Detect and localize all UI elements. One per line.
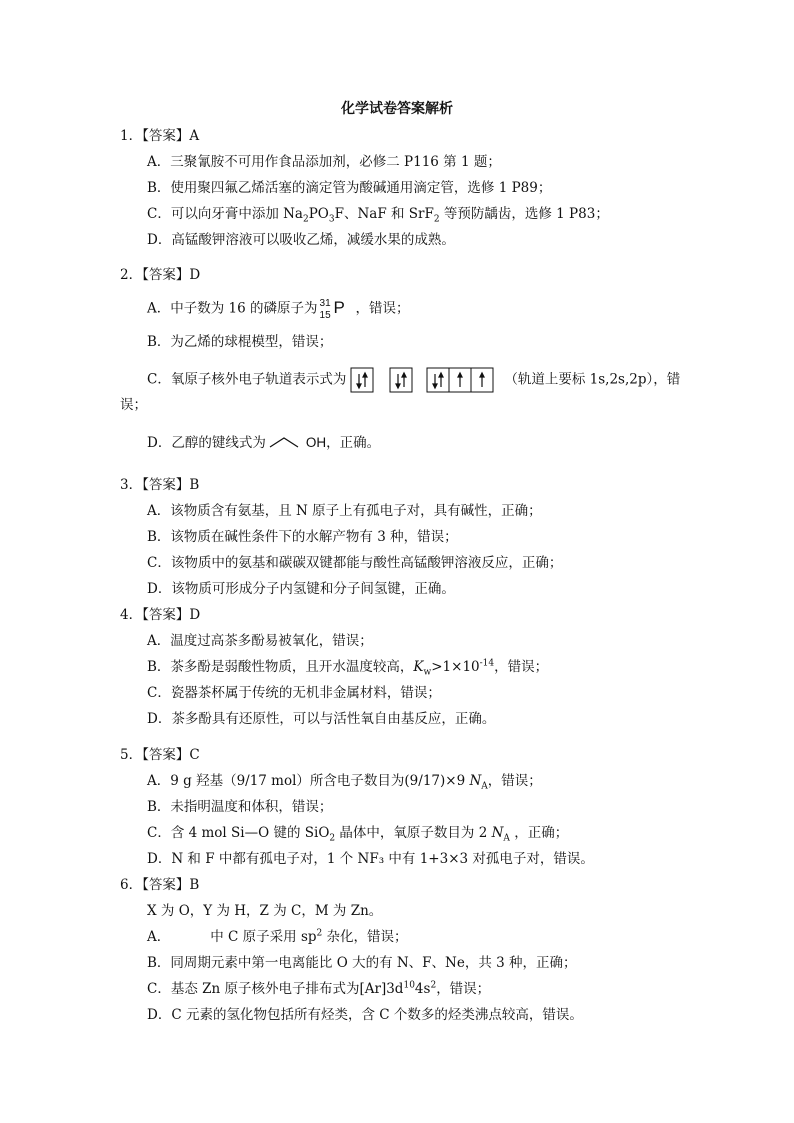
q1-option-d: D．高锰酸钾溶液可以吸收乙烯，减缓水果的成熟。: [147, 232, 455, 248]
q1-option-b: B．使用聚四氟乙烯活塞的滴定管为酸碱通用滴定管，选修 1 P89；: [147, 180, 552, 196]
q5-option-b: B．未指明温度和体积，错误；: [147, 799, 333, 815]
q3-answer: 3．【答案】B: [120, 477, 200, 493]
q3-option-d: D．该物质可形成分子内氢键和分子间氢键，正确。: [147, 581, 455, 597]
q4-option-b: B．茶多酚是弱酸性物质，且开水温度较高，$K_w>1\times 10^{-14}$，错误；: [147, 658, 549, 678]
q2-answer: 2．【答案】D: [120, 267, 201, 283]
q6-intro: X 为 O，Y 为 H，Z 为 C，M 为 Zn。: [147, 903, 383, 919]
q1-option-c: C．可以向牙膏中添加 $Na_2PO_3F$、NaF 和 SrF$_2$ 等预防龋齿，选修 1 P83；: [147, 206, 609, 225]
ethanol-skeletal-formula: [268, 435, 304, 453]
q4-option-c: C．瓷器茶杯属于传统的无机非金属材料，错误；: [147, 685, 441, 701]
page-title: 化学试卷答案解析: [341, 101, 453, 117]
q3-option-a: A．该物质含有氨基，且 N 原子上有孤电子对，具有碱性，正确；: [147, 503, 542, 519]
q1-option-a: A．三聚氰胺不可用作食品添加剂，必修二 P116 第 1 题；: [147, 154, 501, 170]
q3-option-b: B．该物质在碱性条件下的水解产物有 3 种，错误；: [147, 529, 458, 545]
q6-option-c: C．基态 Zn 原子核外电子排布式为$[Ar]3d^{10}4s^2$，错误；: [147, 980, 491, 997]
q4-answer: 4．【答案】D: [120, 607, 201, 623]
q1-answer: 1．【答案】A: [120, 128, 200, 144]
q5-option-a: A．9 g 羟基（9/17 mol）所含电子数目为(9/17)×9 $N_A$，错误；: [147, 773, 542, 792]
q2-option-a: A．中子数为 16 的磷原子为 31 15 P ，错误；: [147, 298, 410, 321]
q5-answer: 5．【答案】C: [120, 747, 200, 763]
q2-option-c: C．氧原子核外电子轨道表示式为 （轨道上要标 1s,2s,2p），错: [147, 366, 680, 394]
q6-option-d: D．C 元素的氢化物包括所有烃类，含 C 个数多的烃类沸点较高，错误。: [147, 1007, 583, 1023]
phosphorus-nuclide: 31 15 P: [319, 298, 345, 321]
q4-option-a: A．温度过高茶多酚易被氧化，错误；: [147, 633, 373, 649]
q6-option-b: B．同周期元素中第一电离能比 O 大的有 N、F、Ne，共 3 种，正确；: [147, 955, 577, 971]
q3-option-c: C．该物质中的氨基和碳碳双键都能与酸性高锰酸钾溶液反应，正确；: [147, 555, 563, 571]
q4-option-d: D．茶多酚具有还原性，可以与活性氧自由基反应，正确。: [147, 711, 496, 727]
q6-answer: 6．【答案】B: [120, 877, 200, 893]
q2-option-b: B．为乙烯的球棍模型，错误；: [147, 334, 333, 350]
q6-option-a: A． 中 C 原子采用 $sp^2$ 杂化，错误；: [147, 928, 408, 945]
oxygen-orbital-diagram: [350, 366, 500, 394]
q5-option-c: C．含 4 mol Si—O 键的 SiO$_2$ 晶体中，氧原子数目为 2 $N_A$ ，正确；: [147, 825, 569, 844]
q2-option-c-continued: 误；: [120, 397, 147, 413]
q5-option-d: D．N 和 F 中都有孤电子对，1 个 NF₃ 中有 1+3×3 对孤电子对，错误。: [147, 851, 594, 867]
q2-option-d: D．乙醇的键线式为 OH，正确。: [147, 435, 381, 451]
